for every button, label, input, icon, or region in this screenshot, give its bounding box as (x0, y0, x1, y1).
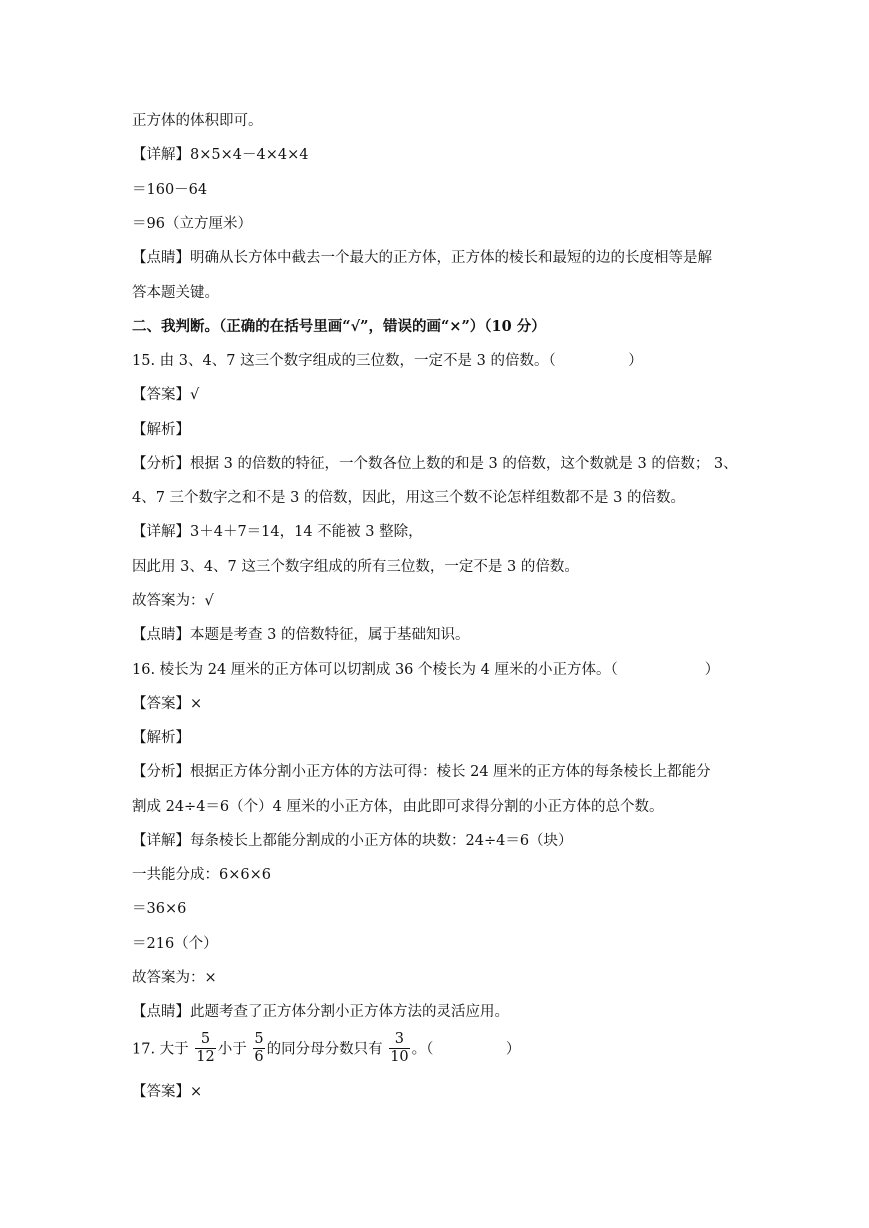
fraction-denominator: 12 (196, 1049, 215, 1065)
fraction-5-12 (195, 1031, 215, 1066)
text-line: 割成 24÷4＝6（个）4 厘米的小正方体，由此即可求得分割的小正方体的总个数。 (132, 799, 664, 815)
text-line: ＝96（立方厘米） (132, 216, 252, 232)
fraction-3-10 (389, 1031, 409, 1066)
fraction-5-6 (253, 1031, 264, 1066)
text-line: 【详解】8×5×4－4×4×4 (132, 147, 309, 163)
text-line: 【分析】根据 3 的倍数的特征，一个数各位上数的和是 3 的倍数，这个数就是 3 的倍数； 3、 (132, 456, 738, 472)
q17-suffix: 。（ ） (411, 1041, 521, 1058)
fraction-numerator: 5 (195, 1031, 215, 1049)
text-line: ＝36×6 (132, 901, 187, 917)
text-line: 【点睛】明确从长方体中截去一个最大的正方体，正方体的棱长和最短的边的长度相等是解 (132, 250, 712, 266)
question-17 (132, 1032, 520, 1067)
text-line: 【点睛】本题是考查 3 的倍数特征，属于基础知识。 (132, 627, 470, 643)
text-line: 故答案为：× (132, 970, 217, 986)
text-line: 【分析】根据正方体分割小正方体的方法可得：棱长 24 厘米的正方体的每条棱长上都能分 (132, 764, 711, 780)
text-line: 答本题关键。 (132, 285, 219, 301)
q17-mid: 小于 (217, 1041, 247, 1058)
text-line: 正方体的体积即可。 (132, 113, 263, 129)
section-heading: 二、我判断。（正确的在括号里画“√”，错误的画“×”）（10 分） (132, 318, 546, 335)
question-15: 15. 由 3、4、7 这三个数字组成的三位数，一定不是 3 的倍数。（ ） (132, 353, 643, 369)
answer-label: 【答案】√ (132, 387, 200, 403)
text-line: 故答案为：√ (132, 593, 214, 609)
text-line: 【详解】3＋4＋7＝14，14 不能被 3 整除， (132, 524, 423, 540)
fraction-numerator: 5 (254, 1031, 264, 1047)
text-line: ＝160－64 (132, 182, 208, 198)
text-line: 因此用 3、4、7 这三个数字组成的所有三位数，一定不是 3 的倍数。 (132, 559, 579, 575)
fraction-numerator: 3 (389, 1031, 409, 1049)
text-line: 【详解】每条棱长上都能分割成的小正方体的块数：24÷4＝6（块） (132, 833, 573, 849)
fraction-denominator: 10 (390, 1049, 409, 1065)
q17-prefix: 17. 大于 (132, 1041, 189, 1058)
question-16: 16. 棱长为 24 厘米的正方体可以切割成 36 个棱长为 4 厘米的小正方体。（ ） (132, 662, 720, 678)
fraction-denominator: 6 (254, 1049, 264, 1065)
text-line: 4、7 三个数字之和不是 3 的倍数，因此，用这三个数不论怎样组数都不是 3 的倍数。 (132, 490, 685, 506)
answer-label: 【答案】× (132, 696, 203, 712)
analysis-label: 【解析】 (132, 730, 190, 746)
q17-mid2: 的同分母分数只有 (266, 1041, 383, 1058)
analysis-label: 【解析】 (132, 422, 190, 438)
text-line: 【点睛】此题考查了正方体分割小正方体方法的灵活应用。 (132, 1004, 509, 1020)
text-line: 一共能分成：6×6×6 (132, 867, 271, 883)
answer-label: 【答案】× (132, 1084, 203, 1100)
text-line: ＝216（个） (132, 936, 218, 952)
